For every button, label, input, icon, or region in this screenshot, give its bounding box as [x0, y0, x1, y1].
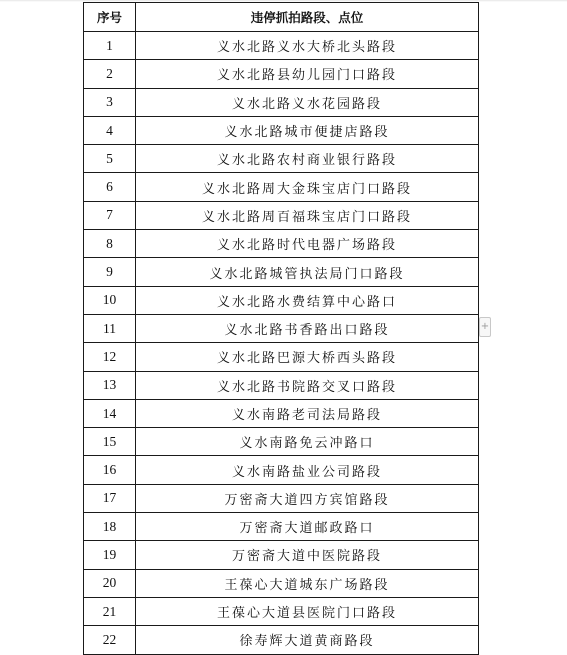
row-location-cell: 义水北路义水大桥北头路段 — [136, 32, 479, 60]
row-index-cell: 12 — [84, 343, 136, 371]
table-row — [84, 626, 479, 654]
row-location-cell: 王葆心大道城东广场路段 — [136, 569, 479, 597]
row-index-cell: 3 — [84, 88, 136, 116]
row-index-cell: 15 — [84, 428, 136, 456]
row-location-cell: 义水北路城管执法局门口路段 — [136, 258, 479, 286]
row-location-cell: 义水北路农村商业银行路段 — [136, 145, 479, 173]
plus-icon: + — [480, 321, 490, 332]
table-row — [84, 541, 479, 569]
row-index-cell: 10 — [84, 286, 136, 314]
row-location-cell: 义水北路书院路交叉口路段 — [136, 371, 479, 399]
table-row — [84, 371, 479, 399]
row-index-cell: 18 — [84, 513, 136, 541]
row-location-cell: 义水南路盐业公司路段 — [136, 456, 479, 484]
table-row — [84, 145, 479, 173]
table-row — [84, 428, 479, 456]
row-location-cell: 义水南路老司法局路段 — [136, 399, 479, 427]
row-location-cell: 义水北路书香路出口路段 — [136, 314, 479, 342]
row-index-cell: 16 — [84, 456, 136, 484]
table-row — [84, 230, 479, 258]
row-index-cell: 9 — [84, 258, 136, 286]
table-row — [84, 201, 479, 229]
row-index-cell: 13 — [84, 371, 136, 399]
table-row — [84, 173, 479, 201]
row-index-cell: 7 — [84, 201, 136, 229]
table-row — [84, 258, 479, 286]
row-location-cell: 义水南路免云冲路口 — [136, 428, 479, 456]
table-row — [84, 456, 479, 484]
table-row — [84, 286, 479, 314]
row-location-cell: 义水北路周大金珠宝店门口路段 — [136, 173, 479, 201]
row-index-cell: 11 — [84, 314, 136, 342]
table-body — [84, 32, 479, 655]
row-index-cell: 5 — [84, 145, 136, 173]
row-location-cell: 王葆心大道县医院门口路段 — [136, 597, 479, 625]
row-index-cell: 4 — [84, 116, 136, 144]
row-index-cell: 1 — [84, 32, 136, 60]
row-location-cell: 万密斋大道邮政路口 — [136, 513, 479, 541]
row-index-cell: 17 — [84, 484, 136, 512]
row-location-cell: 徐寿辉大道黄商路段 — [136, 626, 479, 654]
add-row-handle[interactable] — [479, 317, 491, 337]
table-row — [84, 597, 479, 625]
table-row — [84, 60, 479, 88]
table-row — [84, 343, 479, 371]
row-index-cell: 19 — [84, 541, 136, 569]
row-index-cell: 8 — [84, 230, 136, 258]
table-row — [84, 32, 479, 60]
row-location-cell: 义水北路城市便捷店路段 — [136, 116, 479, 144]
row-index-cell: 14 — [84, 399, 136, 427]
row-location-cell: 万密斋大道四方宾馆路段 — [136, 484, 479, 512]
row-location-cell: 义水北路巴源大桥西头路段 — [136, 343, 479, 371]
table-row — [84, 513, 479, 541]
row-index-cell: 20 — [84, 569, 136, 597]
table-row — [84, 569, 479, 597]
table-row — [84, 88, 479, 116]
row-location-cell: 万密斋大道中医院路段 — [136, 541, 479, 569]
row-location-cell: 义水北路义水花园路段 — [136, 88, 479, 116]
row-location-cell: 义水北路周百福珠宝店门口路段 — [136, 201, 479, 229]
table-row — [84, 484, 479, 512]
row-index-cell: 6 — [84, 173, 136, 201]
row-index-cell: 22 — [84, 626, 136, 654]
table-row — [84, 399, 479, 427]
table-row — [84, 116, 479, 144]
header-index: 序号 — [84, 3, 136, 32]
row-location-cell: 义水北路时代电器广场路段 — [136, 230, 479, 258]
row-location-cell: 义水北路县幼儿园门口路段 — [136, 60, 479, 88]
table-header-row — [84, 3, 479, 32]
row-index-cell: 21 — [84, 597, 136, 625]
header-location: 违停抓拍路段、点位 — [136, 3, 479, 32]
table-row — [84, 314, 479, 342]
row-location-cell: 义水北路水费结算中心路口 — [136, 286, 479, 314]
row-index-cell: 2 — [84, 60, 136, 88]
violation-location-table — [83, 2, 479, 655]
